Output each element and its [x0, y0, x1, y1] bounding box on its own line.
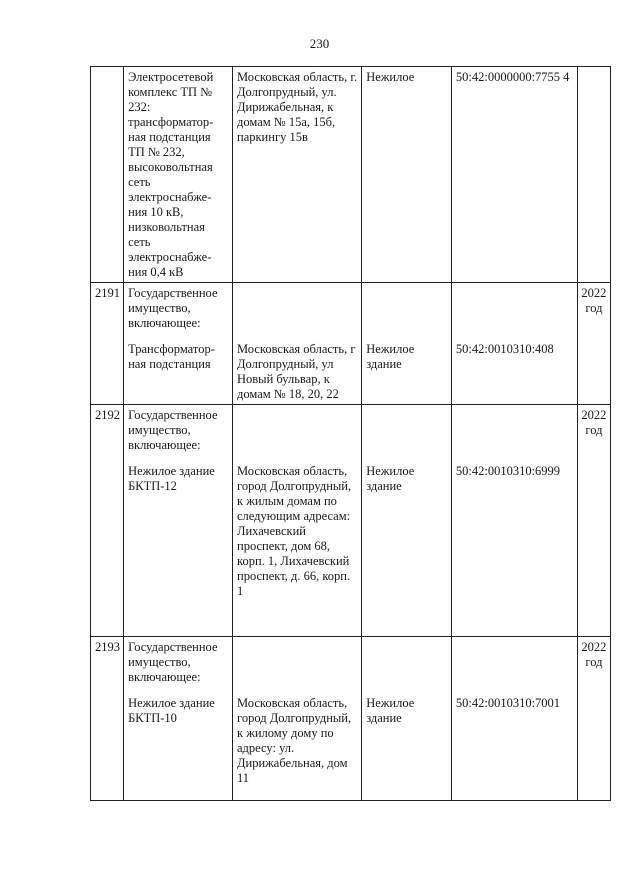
item-cadastral: 50:42:0010310:6999 — [455, 464, 561, 478]
object-type-cell — [362, 283, 452, 405]
object-name-cell — [124, 405, 233, 637]
item-address: Московская область, г Долгопрудный, ул Новый бульвар, к домам № 18, 20, 22 — [237, 342, 356, 401]
item-cadastral: 50:42:0010310:408 — [455, 342, 554, 356]
table-row — [91, 405, 611, 637]
object-type-cell — [362, 405, 452, 637]
address-cell: Московская область, г. Долгопрудный, ул. Дирижабельная, к домам № 15а, 15б, паркингу 15в — [233, 67, 362, 283]
object-type-cell — [362, 637, 452, 801]
cadastral-number-cell — [451, 637, 577, 801]
year-cell: 2022 год — [577, 637, 610, 801]
object-name-cell — [124, 283, 233, 405]
year-cell: 2022 год — [577, 283, 610, 405]
cadastral-number-cell — [451, 405, 577, 637]
table-row — [91, 637, 611, 801]
cadastral-number-cell — [451, 283, 577, 405]
row-number-cell: 2192 — [91, 405, 124, 637]
row-number-cell — [91, 67, 124, 283]
table-row — [91, 283, 611, 405]
group-title: Государственное имущество, включающее: — [128, 640, 218, 684]
group-title: Государственное имущество, включающее: — [128, 408, 218, 452]
address-cell — [233, 405, 362, 637]
page-number: 230 — [309, 36, 330, 51]
table-row — [91, 67, 611, 283]
row-number-cell: 2191 — [91, 283, 124, 405]
item-name: Нежилое здание БКТП-10 — [128, 696, 215, 725]
year-cell — [577, 67, 610, 283]
object-name-cell: Электросетевой комплекс ТП № 232: трансформатор-ная подстанция ТП № 232, высоковольтная сеть электроснабже-ния 10 кВ, низковольтная сеть электроснабже-ния 0,4 кВ — [124, 67, 233, 283]
year-cell: 2022 год — [577, 405, 610, 637]
item-type: Нежилое здание — [366, 464, 415, 493]
item-name: Нежилое здание БКТП-12 — [128, 464, 215, 493]
item-type: Нежилое здание — [366, 342, 415, 371]
group-title: Государственное имущество, включающее: — [128, 286, 218, 330]
row-number-cell: 2193 — [91, 637, 124, 801]
property-registry-table — [90, 66, 611, 801]
object-name-cell — [124, 637, 233, 801]
address-cell — [233, 283, 362, 405]
item-cadastral: 50:42:0010310:7001 — [455, 696, 561, 710]
item-address: Московская область, город Долгопрудный, к жилым домам по следующим адресам: Лихачевский проспект, дом 68, корп. 1, Лихачевский проспект, д. 66, корп. 1 — [237, 464, 352, 598]
object-type-cell: Нежилое — [362, 67, 452, 283]
item-name: Трансформатор-ная подстанция — [128, 342, 215, 371]
item-address: Московская область, город Долгопрудный, к жилому дому по адресу: ул. Дирижабельная, дом 11 — [237, 696, 352, 785]
cadastral-number-cell: 50:42:0000000:7755 4 — [451, 67, 577, 283]
item-type: Нежилое здание — [366, 696, 415, 725]
address-cell — [233, 637, 362, 801]
